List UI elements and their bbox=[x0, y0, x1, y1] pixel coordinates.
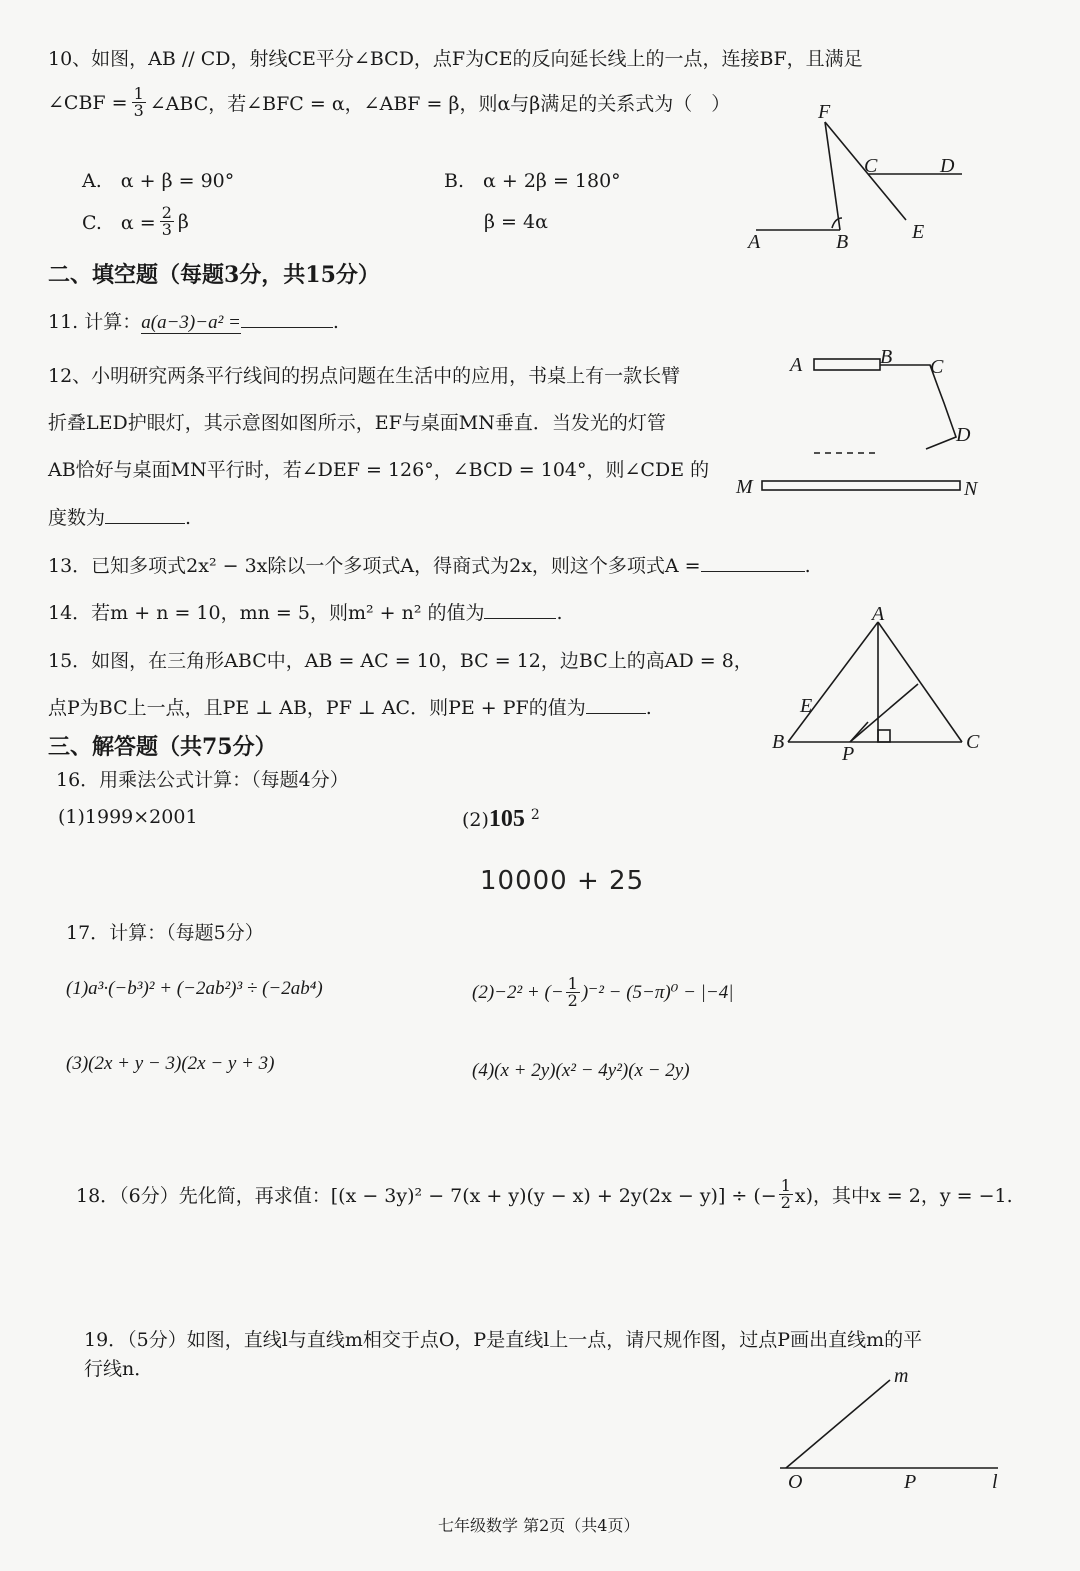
q12-label-b: B bbox=[880, 346, 893, 368]
q15-label-e: E bbox=[800, 695, 813, 717]
q15-figure bbox=[770, 603, 990, 768]
q10-option-b: B. α + 2β = 180° bbox=[444, 170, 621, 192]
page-footer: 七年级数学 第2页（共4页） bbox=[438, 1516, 640, 1535]
q12-line4-post: . bbox=[185, 507, 192, 529]
q12-line4-pre: 度数为 bbox=[48, 507, 106, 529]
q16-part2 bbox=[462, 806, 540, 833]
q18-post: x)，其中x = 2，y = −1. bbox=[794, 1185, 1013, 1207]
q18-frac bbox=[779, 1178, 793, 1211]
q11-answer-blank bbox=[241, 308, 333, 328]
q14-text: 14．若m + n = 10，mn = 5，则m² + n² 的值为 bbox=[48, 602, 485, 624]
q12-line1: 12、小明研究两条平行线间的拐点问题在生活中的应用，书桌上有一款长臂 bbox=[48, 365, 681, 387]
q15-segment-pe bbox=[850, 722, 868, 742]
q10-frac-num: 1 bbox=[133, 84, 144, 103]
q10-angle-mark bbox=[832, 218, 842, 228]
q16-part1: (1)1999×2001 bbox=[58, 806, 198, 828]
q11 bbox=[48, 307, 339, 334]
q19-label-p: P bbox=[904, 1471, 917, 1493]
q12-answer-blank bbox=[105, 504, 185, 524]
q12-figure bbox=[730, 345, 990, 505]
q17-part4: (4)(x + 2y)(x² − 4y²)(x − 2y) bbox=[472, 1060, 690, 1081]
q17-part2-num: 1 bbox=[567, 974, 578, 993]
q16-part2-label: (2) bbox=[462, 809, 489, 831]
q18-pre: 18．（6分）先化简，再求值：[(x − 3y)² − 7(x + y)(y − x) + 2y(2x − y)] ÷ (− bbox=[76, 1185, 777, 1207]
q15-suffix: . bbox=[645, 697, 652, 719]
q15-label-a: A bbox=[872, 603, 885, 625]
q12-label-m: M bbox=[736, 476, 753, 498]
q10-option-c-num: 2 bbox=[161, 203, 172, 222]
q11-prefix: 11. 计算： bbox=[48, 311, 142, 333]
q17-part2-pre: (2)−2² + (− bbox=[472, 981, 564, 1003]
q15-right-angle bbox=[878, 730, 890, 742]
q16-part2-exp: 2 bbox=[530, 806, 540, 823]
q15-line1: 15．如图，在三角形ABC中，AB = AC = 10，BC = 12，边BC上的高AD = 8， bbox=[48, 650, 753, 672]
q14-suffix: . bbox=[556, 602, 563, 624]
q17-part2-frac bbox=[566, 976, 580, 1009]
q10-label-a: A bbox=[748, 231, 761, 253]
q18 bbox=[76, 1178, 1013, 1211]
q14-answer-blank bbox=[484, 599, 556, 619]
q19-figure bbox=[770, 1362, 1020, 1492]
q10-fraction bbox=[132, 86, 146, 119]
q17-title: 17．计算：（每题5分） bbox=[66, 922, 264, 944]
q15-side-ab bbox=[788, 622, 878, 742]
q10-option-a: A. α + β = 90° bbox=[82, 170, 235, 192]
q12-line4 bbox=[48, 503, 191, 530]
q14 bbox=[48, 598, 563, 625]
q15-line2 bbox=[48, 693, 652, 720]
q19-line-m bbox=[786, 1380, 890, 1468]
q10-option-c-pre: C. α = bbox=[82, 212, 156, 234]
q19-line2: 行线n． bbox=[84, 1358, 154, 1380]
q13-text: 13．已知多项式2x² − 3x除以一个多项式A，得商式为2x，则这个多项式A = bbox=[48, 555, 701, 577]
q10-label-e: E bbox=[912, 221, 925, 243]
q17-part3: (3)(2x + y − 3)(2x − y + 3) bbox=[66, 1053, 275, 1074]
q10-label-c: C bbox=[864, 155, 878, 177]
section3-title: 三、解答题（共75分） bbox=[48, 734, 277, 760]
q17-part2 bbox=[472, 976, 733, 1009]
q10-line1: 10、如图，AB // CD，射线CE平分∠BCD，点F为CE的反向延长线上的一点，连接BF，且满足 bbox=[48, 48, 863, 70]
q19-label-m: m bbox=[894, 1365, 909, 1387]
q13 bbox=[48, 551, 811, 578]
q13-answer-blank bbox=[701, 552, 805, 572]
q12-lamp-tube bbox=[814, 359, 880, 370]
q11-suffix: . bbox=[332, 311, 339, 333]
q18-den: 2 bbox=[780, 1193, 791, 1212]
section2-title: 二、填空题（每题3分，共15分） bbox=[48, 262, 380, 288]
q10-line2-pre: ∠CBF = bbox=[48, 91, 128, 114]
q10-figure bbox=[740, 96, 980, 266]
q10-option-c-den: 3 bbox=[161, 220, 172, 239]
q10-option-c bbox=[82, 205, 189, 238]
q16-handwriting: 10000 + 25 bbox=[480, 866, 645, 896]
q15-label-p: P bbox=[842, 743, 855, 765]
q10-line2-post: ∠ABC，若∠BFC = α，∠ABF = β，则α与β满足的关系式为（ ） bbox=[149, 93, 731, 115]
q12-label-n: N bbox=[964, 478, 978, 500]
q10-option-c-post: β bbox=[177, 210, 189, 233]
q12-lamp-arm bbox=[880, 365, 956, 449]
q12-line3: AB恰好与桌面MN平行时，若∠DEF = 126°，∠BCD = 104°，则∠CDE 的 bbox=[48, 459, 710, 481]
q10-label-b: B bbox=[836, 231, 849, 253]
q19-line1: 19．（5分）如图，直线l与直线m相交于点O，P是直线l上一点，请尺规作图，过点P画出直线m的平 bbox=[84, 1329, 923, 1351]
q15-label-c: C bbox=[966, 731, 980, 753]
q10-label-f: F bbox=[818, 101, 831, 123]
q12-desk-mn bbox=[762, 481, 960, 490]
q16-part2-base: 105 bbox=[488, 806, 525, 832]
q10-line2 bbox=[48, 86, 730, 119]
q19-label-o: O bbox=[788, 1471, 803, 1493]
q19-label-l: l bbox=[992, 1471, 998, 1493]
q15-segment-pf bbox=[850, 684, 918, 742]
q15-label-b: B bbox=[772, 731, 785, 753]
q12-label-a: A bbox=[790, 354, 803, 376]
q15-line2-text: 点P为BC上一点，且PE ⊥ AB，PF ⊥ AC．则PE + PF的值为 bbox=[48, 697, 586, 719]
q17-part2-den: 2 bbox=[567, 991, 578, 1010]
q15-answer-blank bbox=[586, 694, 646, 714]
q10-label-d: D bbox=[940, 155, 955, 177]
q11-expr: a(a−3)−a² = bbox=[141, 312, 241, 333]
q12-line2: 折叠LED护眼灯，其示意图如图所示，EF与桌面MN垂直．当发光的灯管 bbox=[48, 412, 666, 434]
q18-num: 1 bbox=[780, 1176, 791, 1195]
q12-label-d: D bbox=[956, 424, 971, 446]
q17-part2-post: )⁻² − (5−π)⁰ − |−4| bbox=[581, 982, 734, 1003]
q16-title: 16．用乘法公式计算：（每题4分） bbox=[56, 769, 349, 791]
q13-suffix: . bbox=[804, 555, 811, 577]
q17-part1: (1)a³·(−b³)² + (−2ab²)³ ÷ (−2ab⁴) bbox=[66, 978, 323, 999]
q10-frac-den: 3 bbox=[133, 101, 144, 120]
q10-option-c-frac bbox=[160, 205, 174, 238]
q10-option-d: β = 4α bbox=[484, 211, 548, 233]
q15-side-ac bbox=[878, 622, 962, 742]
q12-label-c: C bbox=[930, 356, 944, 378]
